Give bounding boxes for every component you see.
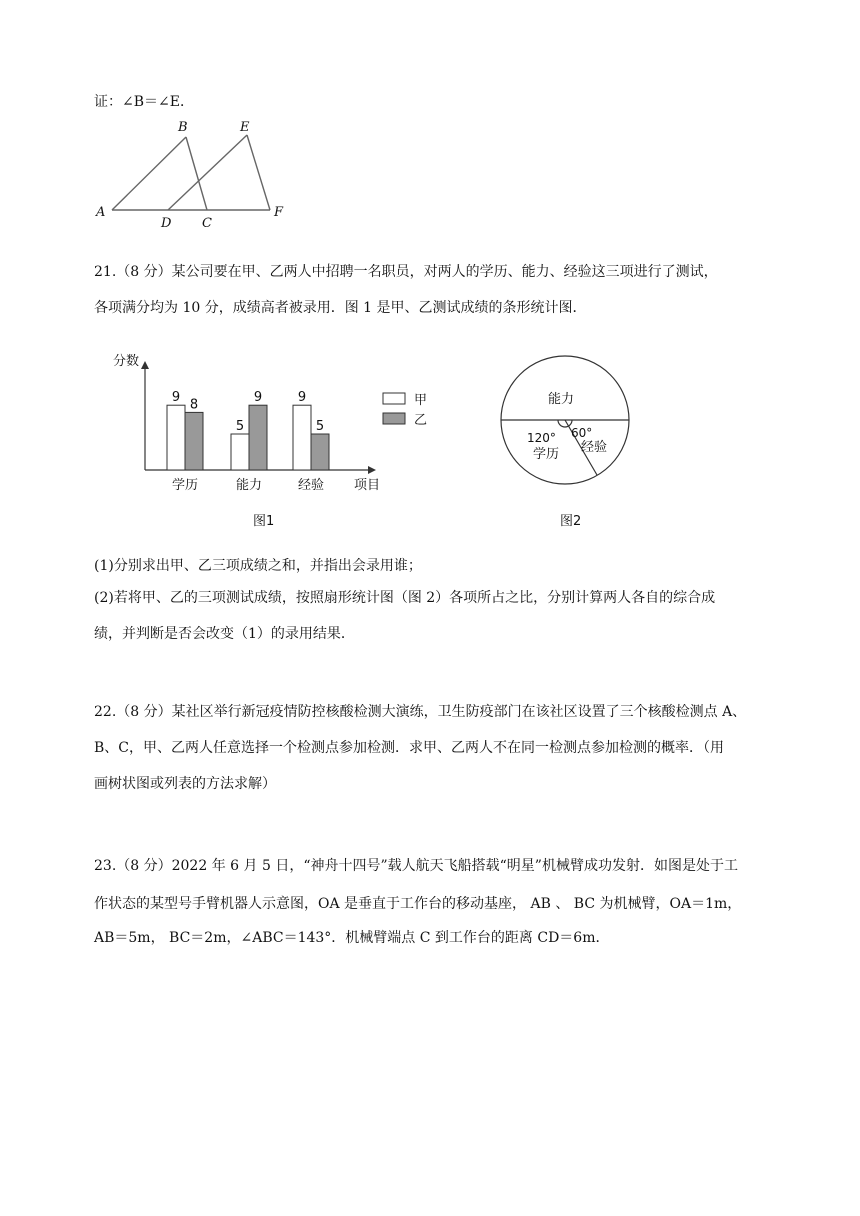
q22-line2: B、C，甲、乙两人任意选择一个检测点参加检测．求甲、乙两人不在同一检测点参加检测的概率．（用 xyxy=(94,740,724,756)
q23-line3: AB＝5m， BC＝2m，∠ABC＝143°．机械臂端点 C 到工作台的距离 CD＝6m． xyxy=(94,930,610,946)
point-f: F xyxy=(274,205,284,220)
q21-line2: 各项满分均为 10 分，成绩高者被录用．图 1 是甲、乙测试成绩的条形统计图． xyxy=(94,300,587,316)
bar-乙-学历 xyxy=(185,412,203,470)
bar-value-label: 9 xyxy=(253,390,263,406)
y-axis-label: 分数 xyxy=(113,354,140,369)
pie-label-education: 学历 xyxy=(533,447,560,462)
fig2-caption: 图2 xyxy=(560,514,582,529)
legend-label: 乙 xyxy=(414,413,428,428)
pie-label-ability: 能力 xyxy=(548,392,575,407)
q21-sub1: (1)分别求出甲、乙三项成绩之和，并指出会录用谁； xyxy=(94,558,422,574)
bar-乙-经验 xyxy=(311,434,329,470)
bar-value-label: 8 xyxy=(189,397,199,413)
point-d: D xyxy=(161,216,172,230)
legend-swatch-乙 xyxy=(383,413,405,424)
point-a: A xyxy=(96,205,106,220)
bar-甲-学历 xyxy=(167,405,185,470)
bar-chart xyxy=(100,345,440,505)
q22-line3: 画树状图或列表的方法求解） xyxy=(94,776,276,792)
point-b: B xyxy=(178,120,188,135)
q22-line1: 22.（8 分）某社区举行新冠疫情防控核酸检测大演练，卫生防疫部门在该社区设置了三个核酸检测点 A、 xyxy=(94,704,747,720)
pie-label-experience: 经验 xyxy=(581,440,608,455)
x-tick-label: 学历 xyxy=(171,478,199,493)
pie-label-120: 120° xyxy=(527,431,556,445)
x-tick-label: 经验 xyxy=(297,478,325,493)
bar-value-label: 9 xyxy=(297,390,307,406)
legend-swatch-甲 xyxy=(383,393,405,404)
q20-prove-line: 证：∠B＝∠E． xyxy=(94,94,194,110)
x-axis-label: 项目 xyxy=(354,478,381,493)
bar-乙-能力 xyxy=(249,405,267,470)
bar-value-label: 5 xyxy=(235,419,245,434)
q23-line1: 23.（8 分）2022 年 6 月 5 日，“神舟十四号”载人航天飞船搭载“明星”机械臂成功发射．如图是处于工 xyxy=(94,858,738,874)
point-e: E xyxy=(240,120,250,135)
q21-sub2-line2: 绩，并判断是否会改变（1）的录用结果． xyxy=(94,626,355,642)
triangle-figure xyxy=(90,115,300,230)
point-c: C xyxy=(202,216,212,230)
bar-甲-能力 xyxy=(231,434,249,470)
x-tick-label: 能力 xyxy=(235,478,263,493)
legend-label: 甲 xyxy=(414,393,428,408)
bar-value-label: 9 xyxy=(171,390,181,406)
q23-line2: 作状态的某型号手臂机器人示意图，OA 是垂直于工作台的移动基座， AB 、 BC 为机械臂，OA＝1m， xyxy=(94,896,742,912)
pie-chart xyxy=(495,350,635,490)
q21-line1: 21.（8 分）某公司要在甲、乙两人中招聘一名职员，对两人的学历、能力、经验这三项进行了测试， xyxy=(94,264,718,280)
q21-sub2-line1: (2)若将甲、乙的三项测试成绩，按照扇形统计图（图 2）各项所占之比，分别计算两人各自的综合成 xyxy=(94,590,716,606)
fig1-caption: 图1 xyxy=(253,514,275,529)
bar-value-label: 5 xyxy=(315,419,325,434)
pie-label-60: 60° xyxy=(571,426,593,440)
bar-甲-经验 xyxy=(293,405,311,470)
